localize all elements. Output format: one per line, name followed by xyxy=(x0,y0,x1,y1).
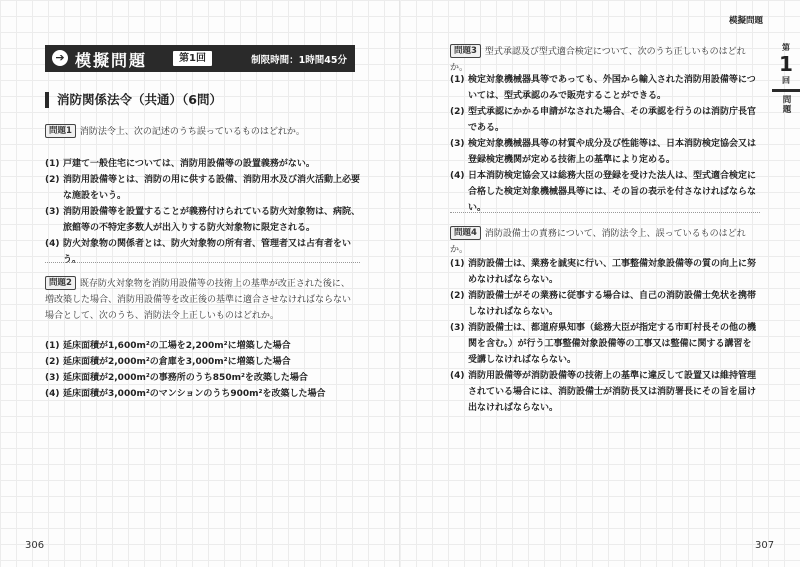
option xyxy=(45,172,360,204)
option xyxy=(450,320,760,368)
option-text: 消防設備士は、都道府県知事（総務大臣が指定する市町村長その他の機関を含む。）が行う工事整備対象設備等の工事又は整備に関する講習を受講しなければならない。 xyxy=(468,323,757,365)
option-number: (2) xyxy=(45,357,60,367)
option-number: (3) xyxy=(45,373,60,383)
running-head: 模擬問題 xyxy=(729,16,764,26)
option-number: (4) xyxy=(450,371,465,381)
question-label: 問題2 xyxy=(45,276,76,290)
option-text: 日本消防検定協会又は総務大臣の登録を受けた法人は、型式適合検定に合格した検定対象機械器具等には、その旨の表示を付さなければならない。 xyxy=(468,171,757,213)
question-4-options xyxy=(450,256,760,416)
option xyxy=(450,368,760,416)
option-text: 消防用設備等を設置することが義務付けられている防火対象物は、病院、旅館等の不特定多数人が出入りする防火対象物に限定される。 xyxy=(63,207,361,233)
option xyxy=(450,136,760,168)
question-1-options xyxy=(45,156,360,268)
option-number: (1) xyxy=(45,341,60,351)
section-heading: 消防関係法令（共通）（6問） xyxy=(45,92,222,108)
question-3-options xyxy=(450,72,760,216)
thumb-label: 問題 xyxy=(781,95,791,114)
option-text: 検定対象機械器具等であっても、外国から輸入された消防用設備等については、型式承認のみで販売することができる。 xyxy=(468,75,756,101)
option xyxy=(45,370,360,386)
chapter-thumb-tab xyxy=(772,42,800,114)
option-text: 延床面積が2,000m²の倉庫を3,000m²に増築した場合 xyxy=(63,357,291,367)
thumb-kai: 回 xyxy=(782,76,790,85)
banner-title: 模擬問題 xyxy=(75,51,148,70)
option xyxy=(450,288,760,320)
option-text: 消防用設備等が消防設備等の技術上の基準に違反して設置又は維持管理されている場合には、消防設備士が消防長又は消防署長にその旨を届け出なければならない。 xyxy=(468,371,757,413)
option xyxy=(45,338,360,354)
question-text: 消防法令上、次の記述のうち誤っているものはどれか。 xyxy=(79,127,305,137)
option-number: (4) xyxy=(450,171,465,181)
option-text: 延床面積が2,000m²の事務所のうち850m²を改築した場合 xyxy=(63,373,308,383)
thumb-number: 1 xyxy=(779,52,793,76)
option-text: 型式承認にかかる申請がなされた場合、その承認を行うのは消防庁長官である。 xyxy=(468,107,757,133)
question-text: 型式承認及び型式適合検定について、次のうち正しいものはどれか。 xyxy=(450,47,746,73)
page-number: 306 xyxy=(25,540,45,551)
thumb-dai: 第 xyxy=(782,43,790,52)
divider xyxy=(450,212,760,213)
option xyxy=(450,72,760,104)
option xyxy=(450,104,760,136)
round-badge: 第1回 xyxy=(173,51,212,66)
option xyxy=(45,204,360,236)
option-text: 消防設備士は、業務を誠実に行い、工事整備対象設備等の質の向上に努めなければならない。 xyxy=(468,259,757,285)
option-number: (2) xyxy=(450,291,465,301)
right-page xyxy=(400,0,800,567)
option-number: (3) xyxy=(45,207,60,217)
option-number: (3) xyxy=(450,323,465,333)
question-2-options xyxy=(45,338,360,402)
option-text: 戸建て一般住宅については、消防用設備等の設置義務がない。 xyxy=(63,159,315,169)
question-text: 既存防火対象物を消防用設備等の技術上の基準が改正された後に、増改築した場合、消防用設備等を改正後の基準に適合させなければならない場合として、次のうち、消防法令上正しいものはどれか。 xyxy=(45,279,352,321)
option-number: (1) xyxy=(450,259,465,269)
option-text: 消防設備士がその業務に従事する場合は、自己の消防設備士免状を携帯しなければならない。 xyxy=(468,291,757,317)
option-number: (4) xyxy=(45,239,60,249)
question-label: 問題3 xyxy=(450,44,481,58)
option-number: (1) xyxy=(45,159,60,169)
divider xyxy=(45,262,360,263)
option xyxy=(45,386,360,402)
option xyxy=(45,156,360,172)
option-number: (4) xyxy=(45,389,60,399)
page-number: 307 xyxy=(755,540,775,551)
option-text: 防火対象物の関係者とは、防火対象物の所有者、管理者又は占有者をいう。 xyxy=(63,239,352,265)
question-label: 問題4 xyxy=(450,226,481,240)
option-text: 消防用設備等とは、消防の用に供する設備、消防用水及び消火活動上必要な施設をいう。 xyxy=(63,175,361,201)
option-number: (2) xyxy=(45,175,60,185)
option-text: 検定対象機械器具等の材質や成分及び性能等は、日本消防検定協会又は登録検定機関が定める技術上の基準により定める。 xyxy=(468,139,757,165)
question-2 xyxy=(45,276,355,324)
arrow-right-icon: ➔ xyxy=(52,50,68,66)
option xyxy=(45,236,360,268)
option xyxy=(450,256,760,288)
question-4 xyxy=(450,226,760,258)
option-number: (3) xyxy=(450,139,465,149)
question-label: 問題1 xyxy=(45,124,76,138)
question-text: 消防設備士の責務について、消防法令上、誤っているものはどれか。 xyxy=(450,229,746,255)
option-text: 延床面積が1,600m²の工場を2,200m²に増築した場合 xyxy=(63,341,291,351)
exam-banner xyxy=(45,45,355,72)
thumb-rule xyxy=(772,89,800,92)
question-1 xyxy=(45,124,365,140)
time-limit: 制限時間：1時間45分 xyxy=(251,55,347,66)
option xyxy=(45,354,360,370)
option-number: (2) xyxy=(450,107,465,117)
option-text: 延床面積が3,000m²のマンションのうち900m²を改築した場合 xyxy=(63,389,326,399)
option xyxy=(450,168,760,216)
option-number: (1) xyxy=(450,75,465,85)
